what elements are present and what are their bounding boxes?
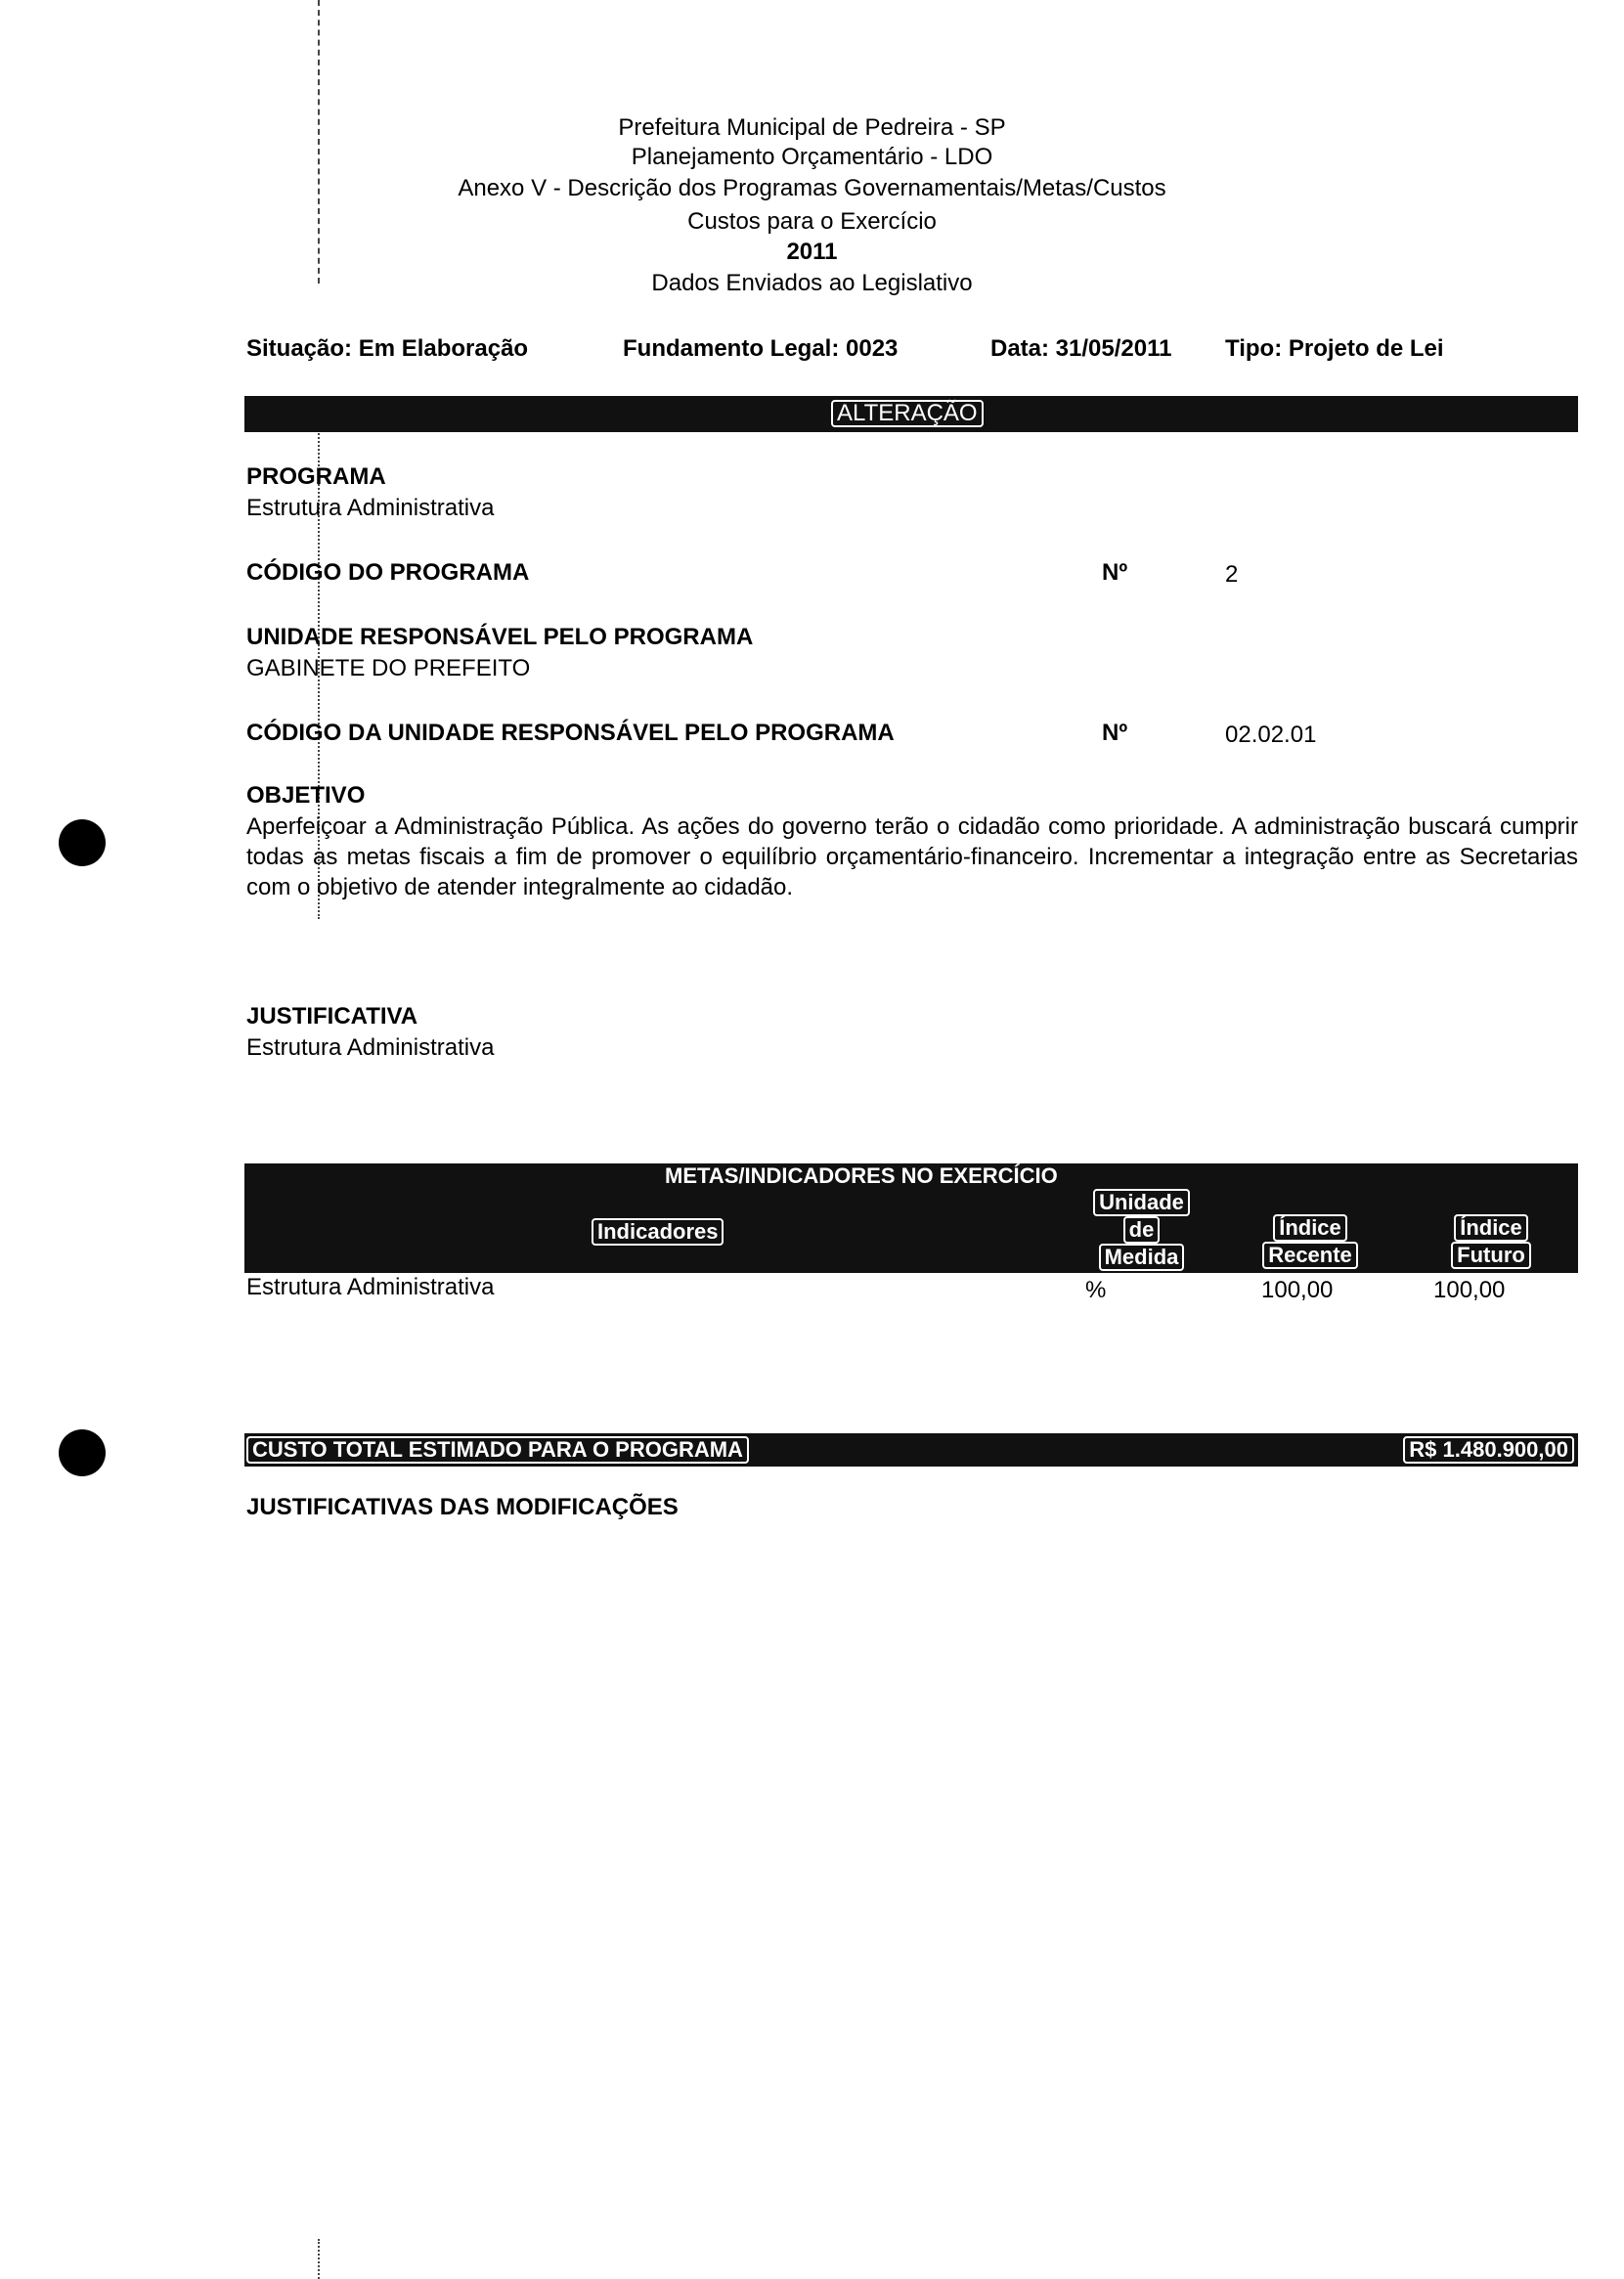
modificacoes-label: JUSTIFICATIVAS DAS MODIFICAÇÕES [246, 1494, 679, 1520]
justificativa-label: JUSTIFICATIVA [246, 1003, 418, 1030]
programa-label: PROGRAMA [246, 463, 386, 490]
col-indicadores: Indicadores [592, 1218, 724, 1246]
metas-title: METAS/INDICADORES NO EXERCÍCIO [665, 1163, 1058, 1188]
header-planning: Planejamento Orçamentário - LDO [631, 144, 993, 170]
codigo-unidade-label: CÓDIGO DA UNIDADE RESPONSÁVEL PELO PROGRAMA [246, 720, 895, 746]
metas-row-indicador: Estrutura Administrativa [246, 1274, 495, 1300]
col-unidade-line1: Unidade [1093, 1189, 1190, 1216]
objetivo-label: OBJETIVO [246, 782, 366, 809]
col-unidade-line3: Medida [1099, 1244, 1185, 1271]
status-fundamento: Fundamento Legal: 0023 [623, 335, 899, 362]
status-situacao: Situação: Em Elaboração [246, 335, 529, 362]
objetivo-text: Aperfeiçoar a Administração Pública. As ações do governo terão o cidadão como prioridade. A administração buscará cumprir todas as metas fiscais a fim de promover o equilíbrio orçamentário-financeiro. Incrementar a integração entre as Secretarias com o objetivo de atender integralmente ao cidadão. [246, 813, 1578, 900]
header-year: 2011 [786, 239, 838, 265]
status-data: Data: 31/05/2011 [990, 335, 1172, 362]
scan-artifact-line-bottom [318, 2239, 320, 2279]
unidade-label: UNIDADE RESPONSÁVEL PELO PROGRAMA [246, 624, 754, 650]
col-futuro-line1: Índice [1454, 1214, 1528, 1242]
codigo-programa-label: CÓDIGO DO PROGRAMA [246, 559, 530, 586]
col-recente [1251, 1214, 1369, 1269]
header-costs: Custos para o Exercício [687, 208, 937, 235]
codigo-unidade-value: 02.02.01 [1225, 722, 1317, 748]
codigo-programa-no: Nº [1102, 559, 1128, 586]
col-unidade [1090, 1189, 1193, 1271]
alteracao-label: ALTERAÇÃO [831, 400, 984, 427]
custo-value: R$ 1.480.900,00 [1403, 1436, 1574, 1464]
metas-row-recente: 100,00 [1261, 1277, 1334, 1303]
programa-value: Estrutura Administrativa [246, 495, 495, 521]
punch-hole-top [59, 819, 106, 866]
custo-bar [244, 1433, 1578, 1467]
punch-hole-bottom [59, 1429, 106, 1476]
col-futuro [1437, 1214, 1545, 1269]
metas-row-futuro: 100,00 [1433, 1277, 1506, 1303]
unidade-value: GABINETE DO PREFEITO [246, 655, 531, 681]
col-recente-line1: Índice [1273, 1214, 1347, 1242]
metas-header [244, 1163, 1578, 1273]
col-recente-line2: Recente [1262, 1242, 1358, 1269]
col-futuro-line2: Futuro [1451, 1242, 1531, 1269]
codigo-programa-value: 2 [1225, 561, 1239, 588]
alteracao-bar [244, 396, 1578, 432]
col-unidade-line2: de [1123, 1216, 1161, 1244]
codigo-unidade-no: Nº [1102, 720, 1128, 746]
header-annex: Anexo V - Descrição dos Programas Governamentais/Metas/Custos [458, 175, 1166, 201]
header-municipality: Prefeitura Municipal de Pedreira - SP [618, 114, 1006, 141]
status-tipo: Tipo: Projeto de Lei [1225, 335, 1444, 362]
custo-label: CUSTO TOTAL ESTIMADO PARA O PROGRAMA [246, 1436, 749, 1464]
metas-row-unidade: % [1085, 1277, 1107, 1303]
justificativa-value: Estrutura Administrativa [246, 1034, 495, 1061]
header-sent: Dados Enviados ao Legislativo [651, 270, 973, 296]
